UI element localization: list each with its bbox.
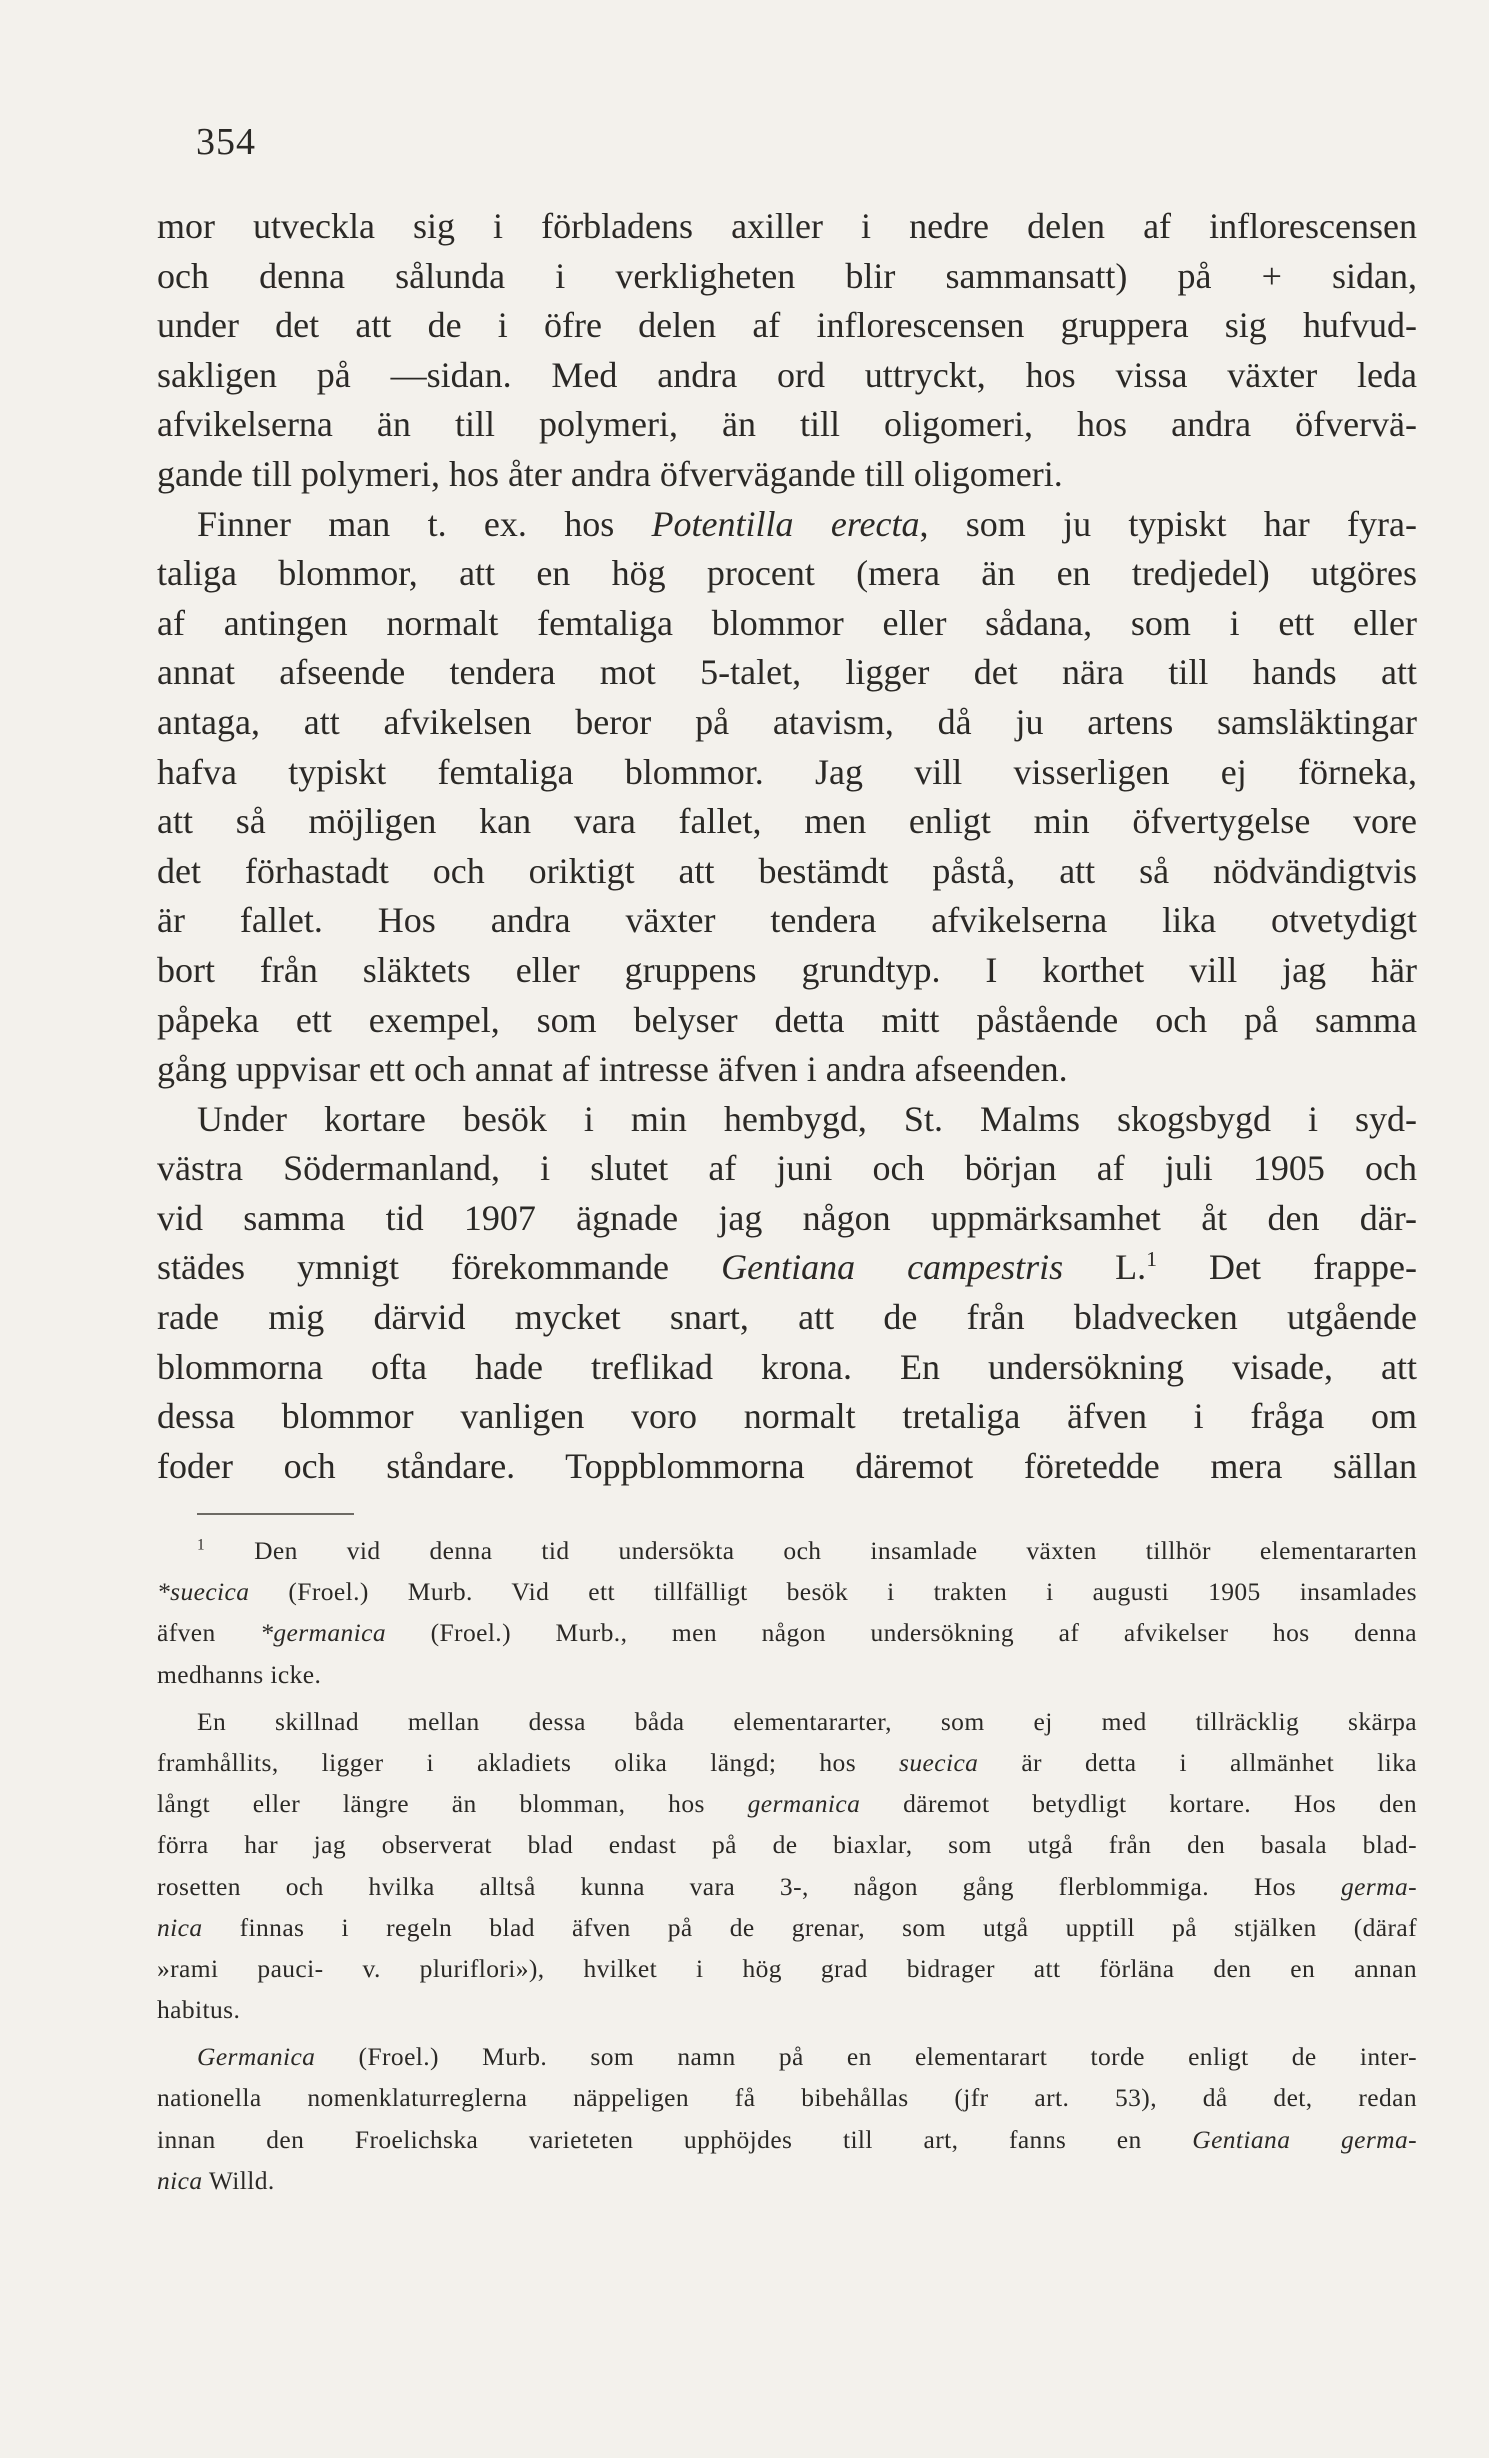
text-line: hafva typiskt femtaliga blommor. Jag vill visserligen ej förneka,	[157, 751, 1417, 792]
footnote-line: nica Willd.	[157, 2165, 275, 2195]
text-line: blommorna ofta hade treflikad krona. En undersökning visade, att	[157, 1346, 1417, 1387]
footnote-line: medhanns icke.	[157, 1659, 322, 1689]
footnote-divider	[197, 1513, 354, 1515]
footnote-line: Germanica (Froel.) Murb. som namn på en elementarart torde enligt de inter-	[197, 2042, 1417, 2072]
text-line: bort från släktets eller gruppens grundtyp. I korthet vill jag här	[157, 949, 1417, 990]
species-name: Gentiana germa-	[1192, 2124, 1417, 2154]
species-name: nica	[157, 2165, 203, 2195]
line-tail: Det frappe-	[1209, 1247, 1418, 1288]
species-name: suecica	[899, 1747, 979, 1777]
text-line: och denna sålunda i verkligheten blir sammansatt) på + sidan,	[157, 255, 1417, 296]
species-name: Gentiana campestris	[721, 1247, 1064, 1288]
footnote-marker: 1	[197, 1536, 206, 1554]
text-line: Under kortare besök i min hembygd, St. Malms skogsbygd i syd-	[197, 1098, 1417, 1139]
footnote-line: *suecica (Froel.) Murb. Vid ett tillfälligt besök i trakten i augusti 1905 insamlades	[157, 1577, 1417, 1607]
species-name: *germanica	[260, 1618, 387, 1648]
text-line: sakligen på —sidan. Med andra ord uttryckt, hos vissa växter leda	[157, 354, 1417, 395]
text-line: foder och ståndare. Toppblommorna däremot företedde mera sällan	[157, 1445, 1417, 1486]
text-line	[157, 500, 1417, 550]
line-text: Finner man t. ex. hos Potentilla erecta, som ju typiskt har fyra-	[197, 503, 1417, 544]
text-line: är fallet. Hos andra växter tendera afvikelserna lika otvetydigt	[157, 900, 1417, 941]
text-line	[157, 1243, 1417, 1293]
species-name: germanica	[747, 1789, 861, 1819]
footnote-text: Den vid denna tid undersökta och insamlade växten tillhör elementararten	[254, 1536, 1417, 1565]
footnote-marker: 1	[1146, 1247, 1157, 1272]
footnotes	[157, 1530, 1417, 2201]
species-name: *suecica	[157, 1577, 250, 1607]
species-name: germa-	[1340, 1871, 1417, 1901]
footnote-line: framhållits, ligger i akladiets olika längd; hos suecica är detta i allmänhet lika	[157, 1747, 1417, 1777]
text-line: antaga, att afvikelsen beror på atavism, då ju artens samsläktingar	[157, 701, 1417, 742]
footnote-line: äfven *germanica (Froel.) Murb., men någon undersökning af afvikelser hos denna	[157, 1618, 1417, 1648]
species-name: Germanica	[197, 2042, 316, 2072]
text-line: att så möjligen kan vara fallet, men enligt min öfvertygelse vore	[157, 801, 1417, 842]
text-line: det förhastadt och oriktigt att bestämdt påstå, att så nödvändigtvis	[157, 850, 1417, 891]
text-line: mor utveckla sig i förbladens axiller i nedre delen af inflorescensen	[157, 206, 1417, 246]
text-line: rade mig därvid mycket snart, att de från bladvecken utgående	[157, 1297, 1417, 1338]
footnote-line	[157, 1530, 1417, 1571]
text-line: vid samma tid 1907 ägnade jag någon uppmärksamhet åt den där-	[157, 1197, 1417, 1238]
footnote-line: nationella nomenklaturreglerna näppeligen få bibehållas (jfr art. 53), då det, redan	[157, 2083, 1417, 2113]
line-text: städes ymnigt förekommande Gentiana campestris L.	[157, 1247, 1147, 1288]
footnote-line: En skillnad mellan dessa båda elementararter, som ej med tillräcklig skärpa	[197, 1706, 1417, 1736]
footnote-line: rosetten och hvilka alltså kunna vara 3-, någon gång flerblommiga. Hos germa-	[157, 1871, 1417, 1901]
text-line: gande till polymeri, hos åter andra öfvervägande till oligomeri.	[157, 453, 1063, 494]
page-number: 354	[196, 121, 256, 163]
text-line: västra Södermanland, i slutet af juni och början af juli 1905 och	[157, 1148, 1417, 1189]
body-text	[157, 202, 1417, 1491]
text-line: annat afseende tendera mot 5-talet, ligger det nära till hands att	[157, 652, 1417, 693]
footnote-line: förra har jag observerat blad endast på de biaxlar, som utgå från den basala blad-	[157, 1830, 1417, 1860]
footnote-line: långt eller längre än blomman, hos germanica däremot betydligt kortare. Hos den	[157, 1789, 1417, 1819]
footnote-line: habitus.	[157, 1995, 241, 2025]
text-line: gång uppvisar ett och annat af intresse äfven i andra afseenden.	[157, 1049, 1068, 1090]
footnote-line: »rami pauci- v. pluriflori»), hvilket i hög grad bidrager att förläna den en annan	[157, 1953, 1417, 1983]
text-line: taliga blommor, att en hög procent (mera än en tredjedel) utgöres	[157, 553, 1417, 594]
footnote-line: innan den Froelichska varieteten upphöjdes till art, fanns en Gentiana germa-	[157, 2124, 1417, 2154]
text-line: afvikelserna än till polymeri, än till oligomeri, hos andra öfvervä-	[157, 404, 1417, 445]
text-line: under det att de i öfre delen af inflorescensen gruppera sig hufvud-	[157, 305, 1417, 346]
species-name: nica	[157, 1912, 203, 1942]
species-name: Potentilla erecta	[651, 503, 920, 544]
footnote-line: nica finnas i regeln blad äfven på de grenar, som utgå upptill på stjälken (däraf	[157, 1912, 1417, 1942]
text-line: påpeka ett exempel, som belyser detta mitt påstående och på samma	[157, 999, 1417, 1040]
text-line: af antingen normalt femtaliga blommor eller sådana, som i ett eller	[157, 602, 1417, 643]
text-line: dessa blommor vanligen voro normalt tretaliga äfven i fråga om	[157, 1396, 1417, 1437]
